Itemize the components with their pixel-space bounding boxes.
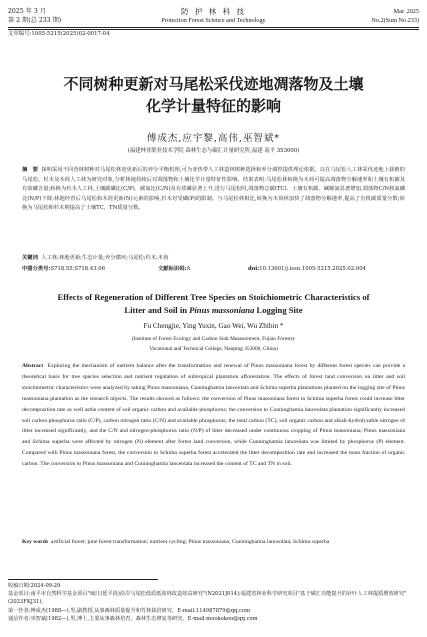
- title-en-line2: [20, 305, 407, 316]
- keywords-cn: [22, 254, 405, 264]
- abstract-cn-label: 摘 要: [22, 167, 38, 173]
- clc-value: S718.55;S718.43.06: [50, 266, 105, 272]
- footnote-rule: [8, 579, 158, 580]
- journal-name-en: Protection Forest Science and Technology: [161, 17, 266, 24]
- footnote-funding: 基金项目:南平市自然科学基金项目"闽江(延平段)沿岸马尾松低质低效林改造效益研究"(N2021J014);福建省林业科学研究项目"基于碳汇功能提升的针叶人工林提质增效研究"(2023FKJ31)。: [8, 591, 407, 605]
- keywords-cn-text: 人工林;林地更新;生态计量;养分循环;马尾松;杉木;木荷: [41, 255, 169, 261]
- article-number: 文章编号:1005-5215(2025)02-0017-04: [8, 31, 110, 37]
- abstract-en-text: Exploring the mechanism of nutrient balance after the transformation and renewal of Pinus massoniana forest by different forest species can provide a theoretical basis for tree species selection and nutrient regulation of subtropical plantation afforestation. The effects of forest land conversion on litter and soil stoichiometric characteristics were analyzed by taking Pinus massoniana, Cunninghamia lanceolata and Schima superba plantations planted on the logging site of Pinus massoniana plantation as the research objects. The results showed as follows: the conversion of Pinus massoniana forest to Schima superba forest could increase litter decomposition rate as well asthe content of soil organic carbon and available phosphorus; the conversion to Cunninghamia lanceolata plantation significantly increased soil carbon phosphorus ratio (C/P), carbon nitrogen ratio (C/N) and available phosphorus; the total carbon (TC), soil organic carbon and alkali-hydrolyzable nitrogen of litter increased significantly, and the C/N and nitrogen-phosphorus ratio (N/P) of litter decreased under continuous cropping of Pinus massoniana; Pinus massoniana and Schima superba were affected by nitrogen (N) element after forest land conversion, while Cunninghamia lanceolata was limited by phosphorus (P) element. Compared with Pinus massoniana forest, the conversion to Schima superba forest accelerated the litter decomposition rate and increased the mass fraction of organic carbon. The conversion to Pinus massoniana and Cunninghamia lanceolata increased the content of TC and TN in soil.: [22, 363, 405, 468]
- journal-name-cn: 防 护 林 科 技: [180, 7, 247, 16]
- clc-label: 中图分类号:: [22, 266, 51, 272]
- affiliation-en-line1: (Institute of Forest Ecology and Carbon Sink Measurement, Fujian Forestry: [131, 336, 296, 342]
- title-en-line1: Effects of Regeneration of Different Tree Species on Stoichiometric Characteristics of: [57, 292, 370, 302]
- keywords-en-text: artificial forest; pine forest transformation; nutrient cycling; Pinus massoniana; Cunninghamia lanceolata; Schima superba: [50, 539, 330, 545]
- authors-cn: 傅成杰,应宇黎,高伟,巫智斌*: [146, 133, 281, 144]
- title-en-line2-italic: Pinus massoniana: [189, 305, 255, 315]
- keywords-en-label: Key words: [22, 539, 49, 545]
- affiliation-en-line2: Vocational and Technical College, Nanping 353000, China): [149, 346, 278, 352]
- title-en-line2-pre: Litter and Soil in: [124, 305, 190, 315]
- title-cn-line2: 化学计量特征的影响: [145, 97, 281, 115]
- doc-code: [158, 265, 190, 275]
- abstract-en: [22, 361, 405, 539]
- abstract-cn: [22, 166, 405, 262]
- abstract-cn-text: 探明采用不同营林树种对马尾松林迹更新后的养分平衡机理,可为亚热带人工林造林树种选择和养分调控提供理论依据。以在马尾松人工林采伐迹地上栽植的马尾松、杉木及木荷人工林为研究对象,分析林地持续后对凋落物和土壤化学计量特征性影响。结果表明:马尾松林转换为木荷可提高凋落物分解速率和土壤有机碳及有效磷含量;转换为杉木人工林,土壤碳磷比(C/P)、碳氮比(C/N)及有效磷显著上升,进行马尾松时,凋落物总碳(TC)、土壤有机碳、碱解氮显著增加,凋落物C/N和氮磷比(N/P)下降;林地经营后马尾松和木荷更新(N)元素的影响,杉木对受磷(P)的限制。与马尾松林相比,转换为木荷林加快了凋落物分解速率,提高了有机碳质量分数;转换为马尾松和杉木则提高了土壤TC、TN质量分数。: [22, 167, 405, 211]
- journal-issue: 第 2 期(总 233 期): [8, 17, 62, 24]
- footnote-first-author: 第一作者:傅成杰(1988—),男,副教授,从事森林质量提升和竹林栽培研究。E-mail:114987879@qq.com: [8, 608, 251, 614]
- affiliation-cn: (福建林业职业技术学院 森林生态与碳汇计量研究所,福建 南平 353000): [127, 148, 300, 154]
- doc-code-value: A: [186, 266, 191, 272]
- clc-number: [22, 265, 105, 275]
- footnote-corresponding-author: 通信作者:巫智斌(1982—),男,博士,主要从事森林培育、森林生态修复等研究。E-mail:mookokoo@qq.com: [8, 616, 258, 622]
- abstract-en-label: Abstract: [22, 363, 44, 369]
- doi-label: doi:: [248, 266, 260, 272]
- journal-issue-en: No.2(Sum No.233): [371, 17, 419, 24]
- doi-value: 10.13601/j.issn.1005-5215.2025.02.004: [259, 266, 366, 272]
- doi: [248, 265, 366, 275]
- header-rule-thin: [8, 29, 419, 30]
- header-rule: [8, 27, 419, 28]
- keywords-en: [22, 537, 405, 547]
- footnote-received: 收稿日期:2024-09-29: [8, 583, 61, 589]
- authors-en: Fu Chengjie, Ying Yuxin, Gao Wei, Wu Zhibin *: [143, 322, 284, 330]
- keywords-cn-label: 关键词: [22, 255, 38, 261]
- title-cn-line1: 不同树种更新对马尾松采伐迹地凋落物及土壤: [63, 75, 364, 93]
- journal-date-en: Mar. 2025: [393, 8, 419, 15]
- doc-code-label: 文献标识码:: [158, 266, 187, 272]
- journal-date: 2025 年 3 月: [8, 8, 46, 15]
- title-en-line2-post: Logging Site: [254, 305, 303, 315]
